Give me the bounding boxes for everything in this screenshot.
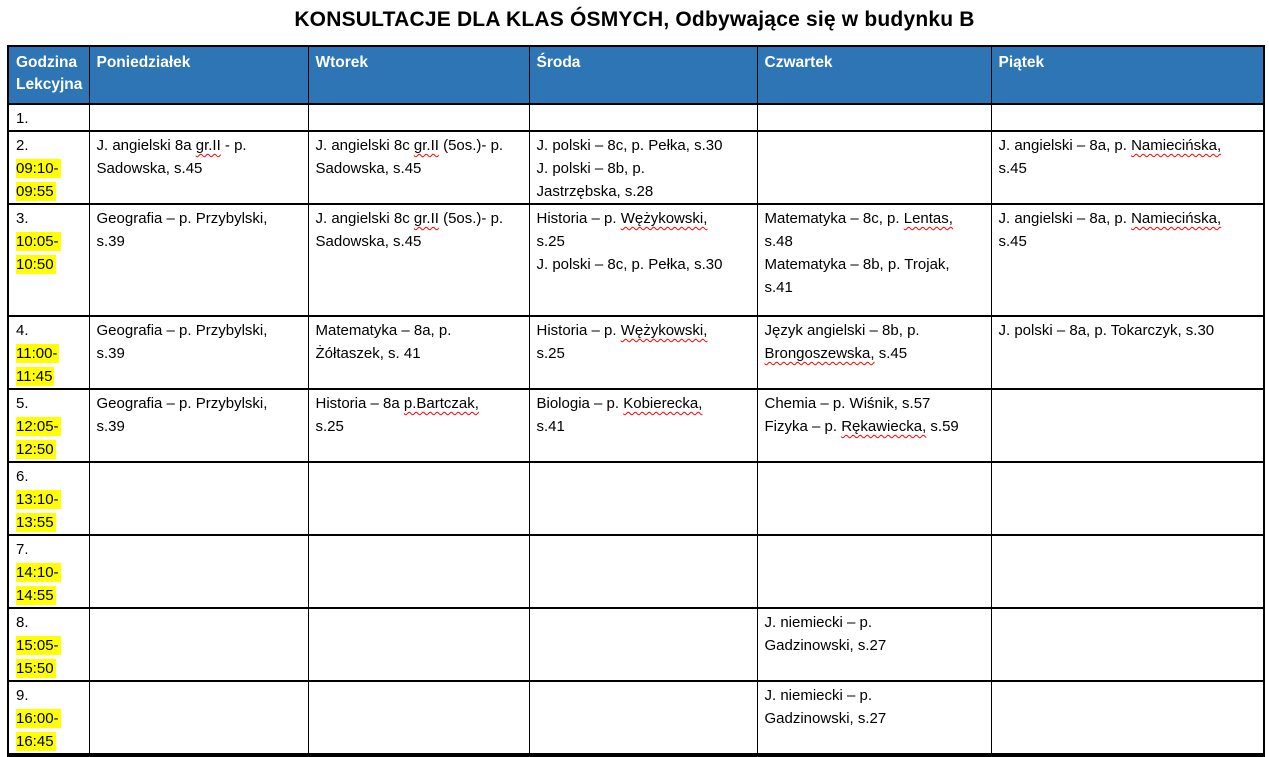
schedule-cell: Matematyka – 8c, p. Lentas, s.48 Matematyka – 8b, p. Trojak, s.41 [757,204,991,316]
schedule-cell [89,104,308,131]
schedule-cell: Historia – p. Wężykowski, s.25 J. polski – 8c, p. Pełka, s.30 [529,204,757,316]
table-row [8,681,1264,755]
misspelled-word: Wężykowski, [620,322,708,339]
schedule-cell: J. niemiecki – p. Gadzinowski, s.27 [757,608,991,681]
schedule-cell [529,535,757,608]
lesson-number: 9. [16,687,29,704]
table-row [8,462,1264,535]
lesson-time-highlight: 10:50 [16,256,54,273]
schedule-cell: J. niemiecki – p. Gadzinowski, s.27 [757,681,991,755]
lesson-number: 7. [16,541,29,558]
schedule-cell [991,462,1264,535]
lesson-number-cell [8,204,89,316]
lesson-number-cell [8,316,89,389]
lesson-time-highlight: 09:55 [16,183,54,200]
lesson-number-cell [8,389,89,462]
schedule-cell: J. polski – 8c, p. Pełka, s.30 J. polski – 8b, p. Jastrzębska, s.28 [529,131,757,204]
lesson-number: 6. [16,468,29,485]
schedule-cell [991,389,1264,462]
misspelled-word: p.Bartczak, [403,395,479,412]
schedule-cell: Chemia – p. Wiśnik, s.57 Fizyka – p. Rękawiecka, s.59 [757,389,991,462]
schedule-cell [89,608,308,681]
table-row [8,608,1264,681]
schedule-cell [757,104,991,131]
schedule-cell [89,681,308,755]
schedule-cell [308,535,529,608]
column-header-time [8,46,89,104]
schedule-cell: J. angielski – 8a, p. Namiecińska, s.45 [991,204,1264,316]
schedule-cell: Geografia – p. Przybylski, s.39 [89,204,308,316]
lesson-number-cell [8,462,89,535]
schedule-cell [308,681,529,755]
schedule-cell: J. angielski 8c gr.II (5os.)- p. Sadowska, s.45 [308,131,529,204]
column-header-time-line2: Lekcyjna [16,76,83,93]
schedule-cell: Geografia – p. Przybylski, s.39 [89,316,308,389]
misspelled-word: Brongoszewska, [764,345,875,362]
lesson-time-highlight: 12:50 [16,441,54,458]
schedule-cell [757,131,991,204]
schedule-cell [529,608,757,681]
schedule-cell: Biologia – p. Kobierecka, s.41 [529,389,757,462]
misspelled-word: gr.II [195,137,221,154]
column-header-thursday: Czwartek [757,46,991,104]
lesson-time-highlight: 09:10- [16,160,59,177]
table-row [8,104,1264,131]
schedule-cell [991,608,1264,681]
page-title: KONSULTACJE DLA KLAS ÓSMYCH, Odbywające się w budynku B [294,8,975,31]
lesson-time-highlight: 14:10- [16,564,59,581]
column-header-wednesday: Środa [529,46,757,104]
lesson-time-highlight: 14:55 [16,587,54,604]
misspelled-word: Lentas, [903,210,953,227]
table-row [8,204,1264,316]
lesson-number-cell [8,131,89,204]
schedule-cell [529,681,757,755]
lesson-number: 8. [16,614,29,631]
schedule-cell: Historia – 8a p.Bartczak, s.25 [308,389,529,462]
column-header-friday: Piątek [991,46,1264,104]
schedule-cell: Matematyka – 8a, p. Żółtaszek, s. 41 [308,316,529,389]
schedule-cell [529,462,757,535]
column-header-tuesday: Wtorek [308,46,529,104]
schedule-cell: J. angielski – 8a, p. Namiecińska, s.45 [991,131,1264,204]
schedule-cell: J. angielski 8c gr.II (5os.)- p. Sadowska, s.45 [308,204,529,316]
lesson-number-cell [8,608,89,681]
schedule-cell [991,681,1264,755]
lesson-time-highlight: 16:00- [16,710,59,727]
lesson-time-highlight: 15:05- [16,637,59,654]
schedule-cell: J. angielski 8a gr.II - p. Sadowska, s.45 [89,131,308,204]
schedule-cell [757,462,991,535]
lesson-time-highlight: 10:05- [16,233,59,250]
lesson-time-highlight: 15:50 [16,660,54,677]
schedule-cell: J. polski – 8a, p. Tokarczyk, s.30 [991,316,1264,389]
lesson-number: 3. [16,210,29,227]
lesson-number-cell [8,535,89,608]
table-row [8,131,1264,204]
misspelled-word: Kobierecka, [623,395,703,412]
lesson-number-cell [8,681,89,755]
lesson-number: 2. [16,137,29,154]
table-row [8,316,1264,389]
lesson-number-cell [8,104,89,131]
schedule-cell [89,535,308,608]
lesson-time-highlight: 12:05- [16,418,59,435]
column-header-monday: Poniedziałek [89,46,308,104]
lesson-number: 4. [16,322,29,339]
lesson-time-highlight: 11:45 [16,368,53,385]
lesson-time-highlight: 13:55 [16,514,54,531]
consultation-table [7,45,1265,757]
schedule-cell: Język angielski – 8b, p. Brongoszewska, s.45 [757,316,991,389]
schedule-cell [308,462,529,535]
schedule-cell [308,104,529,131]
lesson-time-highlight: 13:10- [16,491,59,508]
misspelled-word: Rękawiecka, [841,418,927,435]
timetable-body [8,104,1264,755]
lesson-time-highlight: 11:00- [16,345,58,362]
misspelled-word: Wężykowski, [620,210,708,227]
misspelled-word: gr.II [413,210,439,227]
schedule-cell [89,462,308,535]
misspelled-word: Namiecińska, [1131,137,1222,154]
lesson-number: 5. [16,395,29,412]
misspelled-word: gr.II [413,137,439,154]
lesson-number: 1. [16,110,29,127]
table-row [8,389,1264,462]
schedule-cell [991,104,1264,131]
schedule-cell [757,535,991,608]
column-header-time-line1: Godzina [16,54,78,71]
schedule-cell: Geografia – p. Przybylski, s.39 [89,389,308,462]
lesson-time-highlight: 16:45 [16,733,54,750]
misspelled-word: Namiecińska, [1131,210,1222,227]
schedule-cell [529,104,757,131]
header-row [8,46,1264,104]
table-row [8,535,1264,608]
schedule-cell [991,535,1264,608]
schedule-cell [308,608,529,681]
schedule-cell: Historia – p. Wężykowski, s.25 [529,316,757,389]
